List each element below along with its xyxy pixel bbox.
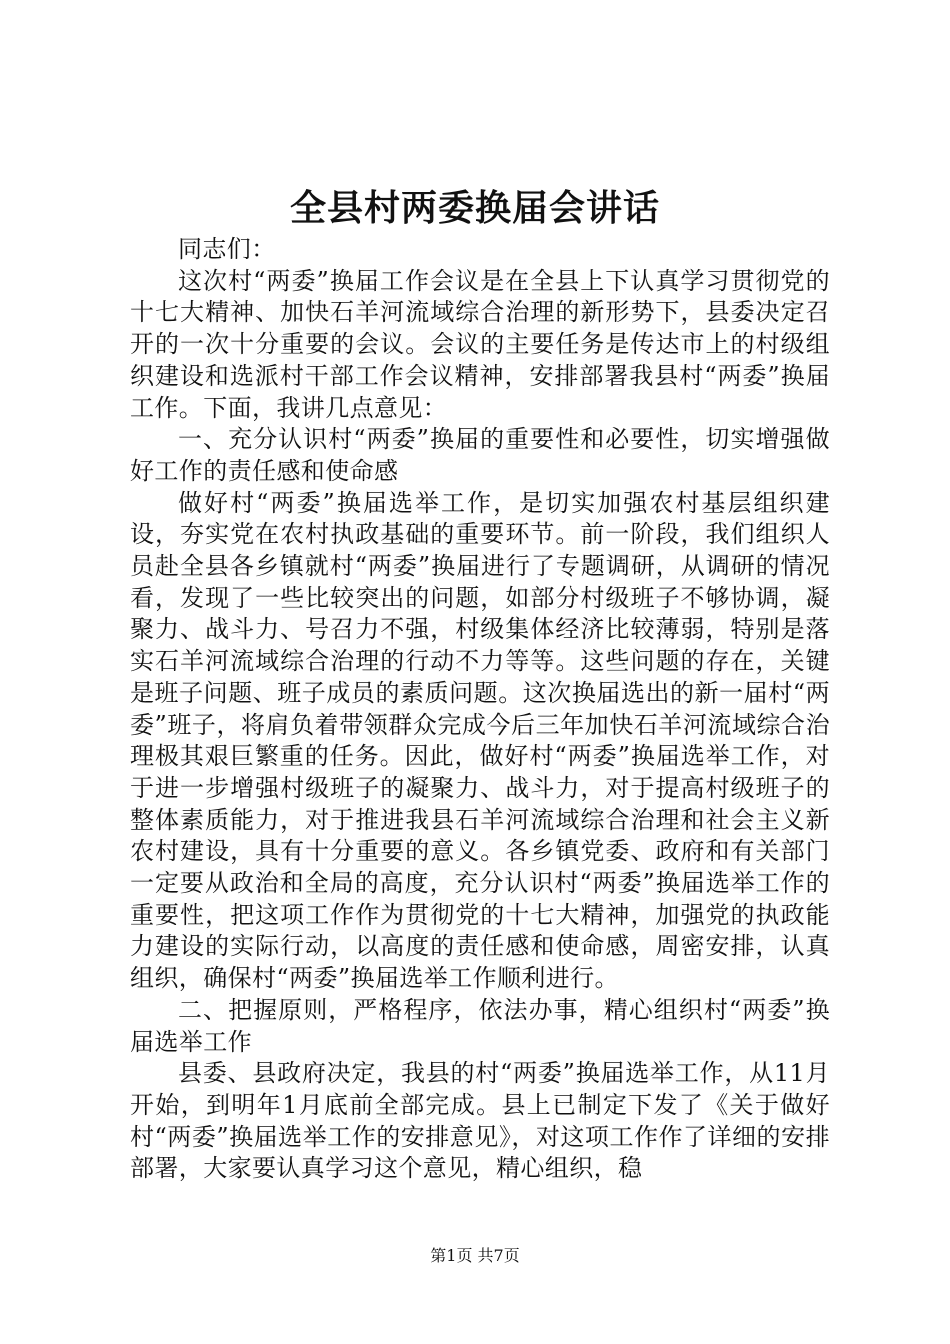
page-number-footer: 第1页 共7页 xyxy=(430,1246,520,1265)
paragraph-salutation: 同志们： xyxy=(178,235,276,263)
page-title: 全县村两委换届会讲话 xyxy=(289,187,660,229)
document-body xyxy=(130,234,830,1185)
paragraph-intro: 这次村“两委”换届工作会议是在全县上下认真学习贯彻党的十七大精神、加快石羊河流域综合治理的新形势下，县委决定召开的一次十分重要的会议。会议的主要任务是传达市上的村级组织建设和选派村干部工作会议精神，安排部署我县村“两委”换届工作。下面，我讲几点意见： xyxy=(130,266,830,422)
section-heading-1: 一、充分认识村“两委”换届的重要性和必要性，切实增强做好工作的责任感和使命感 xyxy=(130,425,830,485)
paragraph-section-2: 县委、县政府决定，我县的村“两委”换届选举工作，从11月开始，到明年1月底前全部完成。县上已制定下发了《关于做好村“两委”换届选举工作的安排意见》，对这项工作作了详细的安排部署，大家要认真学习这个意见，精心组织，稳 xyxy=(130,1059,830,1183)
section-heading-2: 二、把握原则，严格程序，依法办事，精心组织村“两委”换届选举工作 xyxy=(130,995,830,1056)
paragraph-section-1: 做好村“两委”换届选举工作，是切实加强农村基层组织建设，夯实党在农村执政基础的重要环节。前一阶段，我们组织人员赴全县各乡镇就村“两委”换届进行了专题调研，从调研的情况看，发现了一些比较突出的问题，如部分村级班子不够协调，凝聚力、战斗力、号召力不强，村级集体经济比较薄弱，特别是落实石羊河流域综合治理的行动不力等等。这些问题的存在，关键是班子问题、班子成员的素质问题。这次换届选出的新一届村“两委”班子，将肩负着带领群众完成今后三年加快石羊河流域综合治理极其艰巨繁重的任务。因此，做好村“两委”换届选举工作，对于进一步增强村级班子的凝聚力、战斗力，对于提高村级班子的整体素质能力，对于推进我县石羊河流域综合治理和社会主义新农村建设，具有十分重要的意义。各乡镇党委、政府和有关部门一定要从政治和全局的高度，充分认识村“两委”换届选举工作的重要性，把这项工作作为贯彻党的十七大精神，加强党的执政能力建设的实际行动，以高度的责任感和使命感，周密安排，认真组织，确保村“两委”换届选举工作顺利进行。 xyxy=(130,488,830,993)
